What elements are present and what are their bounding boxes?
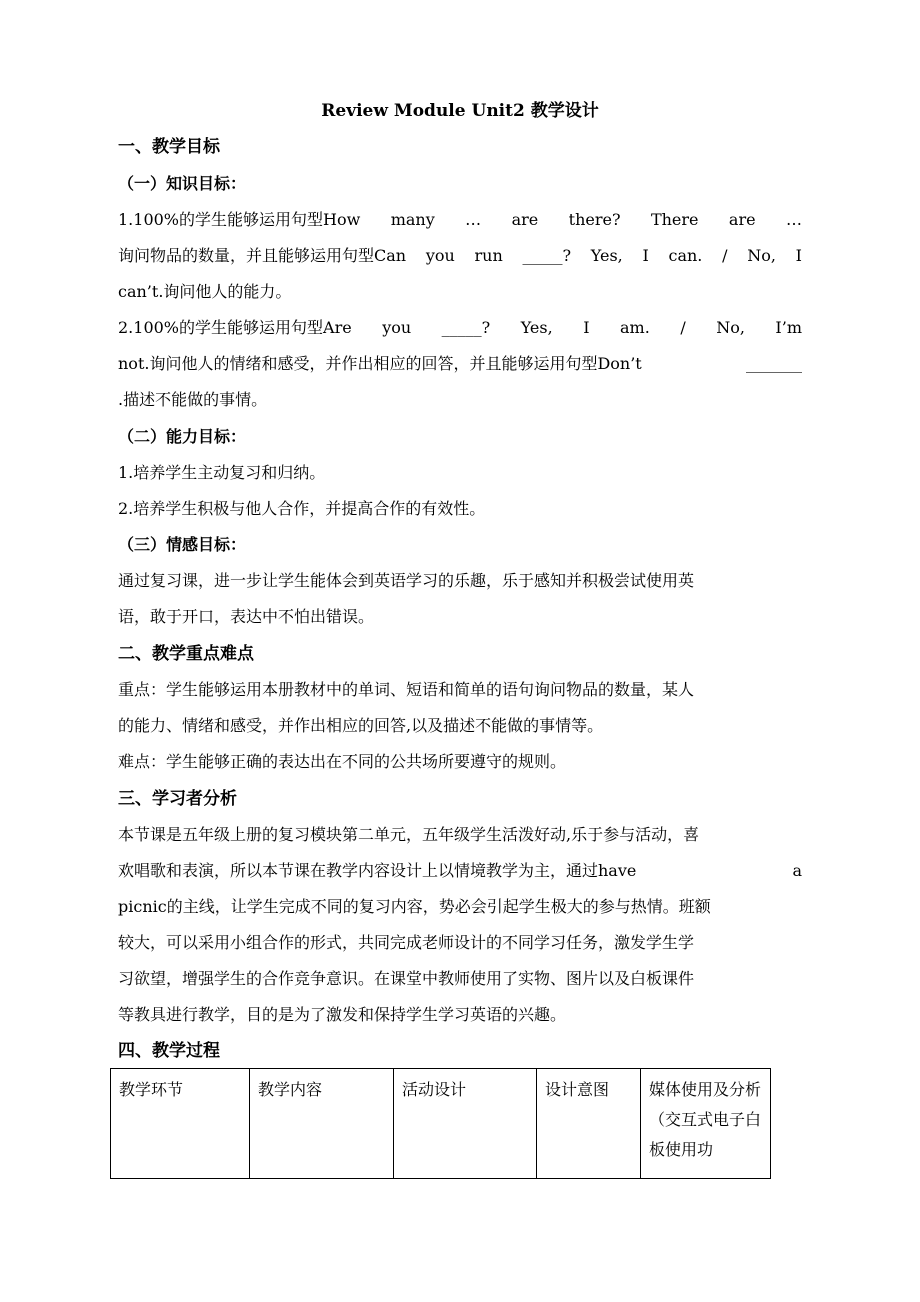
teaching-process-table <box>110 1068 771 1179</box>
text-run: 欢唱歌和表演，所以本节课在教学内容设计上以情境教学为主，通过have <box>118 861 637 880</box>
text-line: picnic的主线，让学生完成不同的复习内容，势必会引起学生极大的参与热情。班额 <box>118 897 711 916</box>
text-run: there? <box>568 210 621 229</box>
text-run: I <box>795 246 802 265</box>
section-heading-key-points: 二、教学重点难点 <box>118 644 254 664</box>
subheading-emotion: （三）情感目标： <box>118 535 247 554</box>
subheading-ability: （二）能力目标： <box>118 427 247 446</box>
knowledge-item-2 <box>118 310 802 418</box>
text-run: … <box>465 210 482 229</box>
justified-line <box>118 238 802 274</box>
text-line: 等教具进行教学，目的是为了激发和保持学生学习英语的兴趣。 <box>118 1005 567 1024</box>
section-heading-objectives: 一、教学目标 <box>118 137 220 157</box>
text-run: No, <box>747 246 776 265</box>
justified-line <box>118 346 802 382</box>
text-run: many <box>390 210 435 229</box>
justified-line <box>118 853 802 889</box>
text-run: Yes, <box>520 318 553 337</box>
table-header-cell: 活动设计 <box>394 1069 537 1179</box>
text-run: a <box>792 861 802 880</box>
table-header-row <box>111 1069 771 1179</box>
text-run: I <box>583 318 590 337</box>
text-run: run <box>474 246 503 265</box>
table-header-cell: 教学环节 <box>111 1069 250 1179</box>
key-points-paragraph <box>118 672 802 780</box>
text-run: No, <box>716 318 745 337</box>
text-line: .描述不能做的事情。 <box>118 390 268 409</box>
text-line: 本节课是五年级上册的复习模块第二单元，五年级学生活泼好动,乐于参与活动，喜 <box>118 825 700 844</box>
text-run: am. <box>620 318 650 337</box>
text-run: Yes, <box>590 246 623 265</box>
text-line: 习欲望，增强学生的合作竞争意识。在课堂中教师使用了实物、图片以及白板课件 <box>118 969 695 988</box>
text-line: can’t.询问他人的能力。 <box>118 282 292 301</box>
text-line: 的能力、情绪和感受，并作出相应的回答,以及描述不能做的事情等。 <box>118 716 604 735</box>
table-header-cell: 媒体使用及分析（交互式电子白板使用功 <box>641 1069 771 1179</box>
text-line: 语，敢于开口，表达中不怕出错误。 <box>118 607 375 626</box>
text-run: 询问物品的数量，并且能够运用句型Can <box>118 246 407 265</box>
text-line: 较大，可以采用小组合作的形式，共同完成老师设计的不同学习任务，激发学生学 <box>118 933 695 952</box>
text-run: you <box>425 246 455 265</box>
text-run: 2.100%的学生能够运用句型Are <box>118 318 352 337</box>
emotion-paragraph <box>118 563 802 635</box>
text-run: I’m <box>775 318 802 337</box>
justified-line <box>118 202 802 238</box>
text-run: … <box>785 210 802 229</box>
text-run: 1.100%的学生能够运用句型How <box>118 210 361 229</box>
subheading-knowledge: （一）知识目标： <box>118 174 247 193</box>
text-line: 通过复习课，进一步让学生能体会到英语学习的乐趣，乐于感知并积极尝试使用英 <box>118 571 695 590</box>
text-run: There <box>650 210 699 229</box>
text-run: / <box>680 318 686 337</box>
text-line: 难点：学生能够正确的表达出在不同的公共场所要遵守的规则。 <box>118 752 567 771</box>
table-header-cell: 设计意图 <box>537 1069 641 1179</box>
section-heading-learner-analysis: 三、学习者分析 <box>118 789 237 809</box>
text-run: / <box>722 246 728 265</box>
text-run: can. <box>668 246 703 265</box>
learner-analysis-paragraph <box>118 817 802 1033</box>
ability-item-2: 2.培养学生积极与他人合作，并提高合作的有效性。 <box>118 499 486 518</box>
text-run: are <box>728 210 756 229</box>
ability-item-1: 1.培养学生主动复习和归纳。 <box>118 463 326 482</box>
document-title: Review Module Unit2 教学设计 <box>321 101 599 121</box>
text-run: _______ <box>746 354 802 373</box>
knowledge-item-1 <box>118 202 802 310</box>
text-run: I <box>642 246 649 265</box>
text-run: not.询问他人的情绪和感受，并作出相应的回答，并且能够运用句型Don’t <box>118 354 642 373</box>
table-header-cell: 教学内容 <box>250 1069 394 1179</box>
text-line: 重点：学生能够运用本册教材中的单词、短语和简单的语句询问物品的数量，某人 <box>118 680 695 699</box>
justified-line <box>118 310 802 346</box>
text-run: _____? <box>441 318 491 337</box>
section-heading-teaching-process: 四、教学过程 <box>118 1041 220 1061</box>
text-run: _____? <box>522 246 572 265</box>
text-run: you <box>382 318 412 337</box>
text-run: are <box>511 210 539 229</box>
